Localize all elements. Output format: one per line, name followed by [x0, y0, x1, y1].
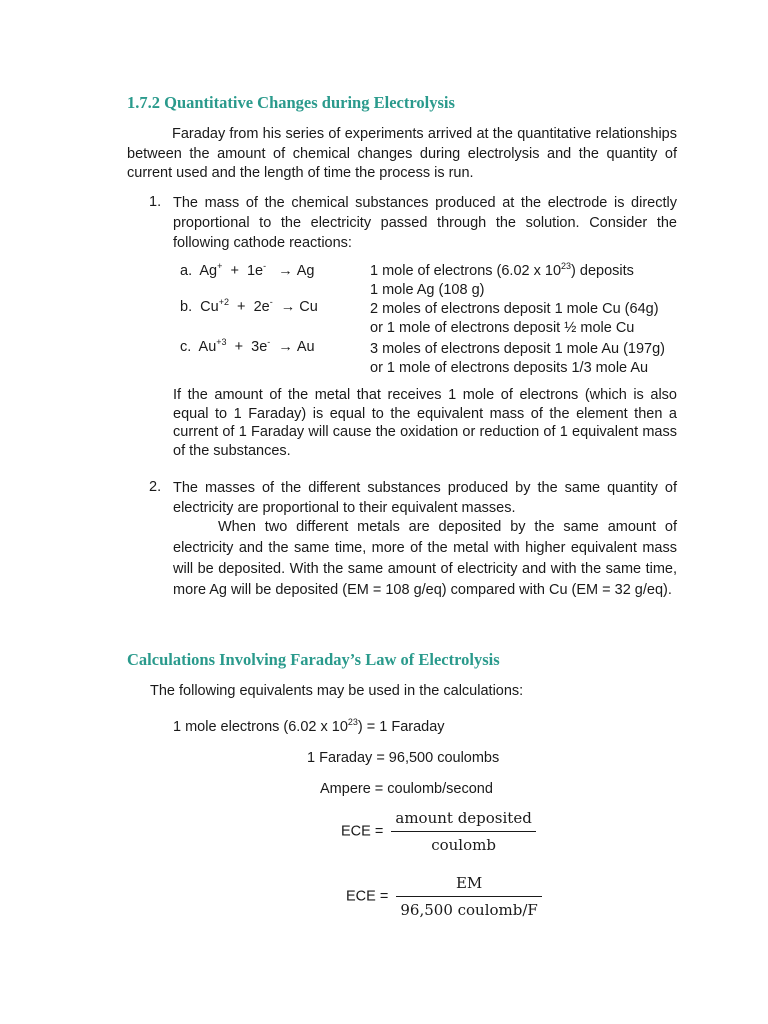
numerator: amount deposited	[391, 809, 535, 832]
numerator: EM	[396, 874, 541, 897]
item-2-paragraph: When two different metals are deposited by the same amount of electricity and the same time, more of the metal with higher equivalent mass will be deposited. With the same amount of electricity and with the same time, more Ag will be deposited (EM = 108 g/eq) compared with Cu (EM = 32 g/eq).	[173, 519, 677, 598]
item-1-text: The mass of the chemical substances produced at the electrode is directly proportional to the electricity passed through the solution. Consider the following cathode reactions:	[173, 195, 677, 251]
reaction-b-desc: 2 moles of electrons deposit 1 mole Cu (64g) or 1 mole of electrons deposit ½ mole Cu	[370, 301, 659, 336]
item-2-number: 2.	[149, 479, 162, 495]
equation-ece-1: ECE = $\frac{\text{amount deposited}}{\text{coulomb}}$	[341, 809, 536, 854]
reaction-c-equation: c. $Au^{+3} + 3e^- \to Au$	[180, 337, 315, 355]
reaction-c-desc: 3 moles of electrons deposit 1 mole Au (197g) or 1 mole of electrons deposits 1/3 mole Au	[370, 341, 665, 376]
equation-faraday: 1 Faraday = 96,500 coulombs	[307, 750, 500, 766]
reaction-a-equation: a. Ag+ + 1e- → Ag	[180, 261, 315, 279]
fraction	[391, 809, 535, 854]
calc-intro: The following equivalents may be used in the calculations:	[150, 683, 524, 699]
intro-paragraph: Faraday from his series of experiments arrived at the quantitative relationships between the amount of chemical changes during electrolysis and the quantity of current used and the length of time the process is run.	[127, 126, 677, 181]
reaction-b-equation: b. $Cu^{+2} + 2e^- \to Cu$	[180, 297, 318, 315]
calc-heading: Calculations Involving Faraday’s Law of Electrolysis	[127, 650, 500, 669]
reaction-a-desc: 1 mole of electrons (6.02 x $10^{23}$) deposits 1 mole Ag (108 g)	[370, 261, 634, 298]
arrow-icon: →	[278, 339, 293, 355]
item-2-text: The masses of the different substances produced by the same quantity of electricity are proportional to their equivalent masses.	[173, 480, 677, 516]
arrow-icon: →	[278, 263, 293, 279]
denominator: 96,500 coulomb/F	[400, 901, 538, 919]
arrow-icon: →	[280, 299, 296, 315]
section-heading: 1.7.2 Quantitative Changes during Electrolysis	[127, 93, 455, 112]
item-1-number: 1.	[149, 194, 162, 210]
denominator: coulomb	[431, 836, 496, 854]
equation-mole-electrons: 1 mole electrons (6.02 x $10^{23}) = 1$ Faraday	[173, 717, 445, 735]
equation-ampere: Ampere = coulomb/second	[320, 781, 493, 797]
fraction	[396, 874, 541, 919]
item-1-note: If the amount of the metal that receives 1 mole of electrons (which is also equal to 1 Faraday) is equal to the equivalent mass of the element then a current of 1 Faraday will cause the oxidation or reduction of 1 equivalent mass of the substances.	[173, 387, 677, 459]
equation-ece-2: ECE = $\frac{EM}{\text{96,500 coulomb/F}}$	[346, 874, 542, 919]
